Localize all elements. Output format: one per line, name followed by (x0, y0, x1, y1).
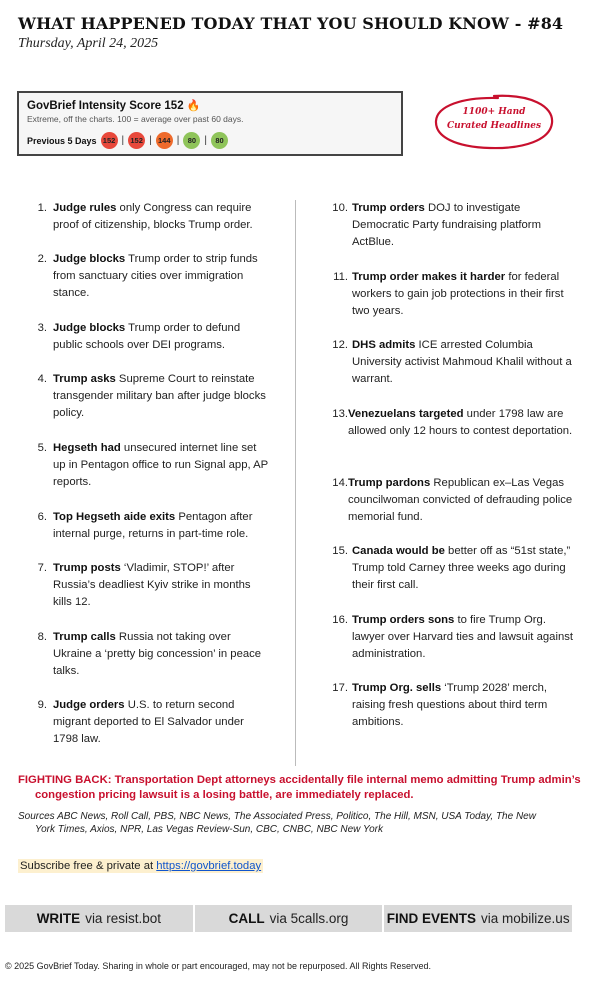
headline-lead: Trump posts (53, 562, 121, 574)
headline-text (53, 560, 272, 611)
headline-text (53, 200, 272, 234)
headline-body: ‘Trump 2028’ merch, raising fresh questions about third term ambitions. (352, 682, 548, 728)
headline-item (328, 475, 578, 526)
headline-lead: Trump asks (53, 373, 116, 385)
headline-item (328, 543, 578, 594)
headline-text (53, 697, 272, 748)
headline-body: ICE arrested Columbia University activist Mahmoud Khalil without a warrant. (352, 339, 572, 385)
headline-number: 14. (332, 477, 348, 489)
headline-body: Russia not taking over Ukraine a ‘pretty big concession’ in peace talks. (53, 631, 262, 677)
headline-item (328, 680, 578, 731)
headline-number: 12. (332, 339, 348, 351)
headline-number: 13. (332, 408, 348, 420)
headline-number: 6. (37, 511, 47, 523)
headline-item (30, 560, 272, 611)
headline-lead: Venezuelans targeted (348, 408, 464, 420)
headline-lead: Hegseth had (53, 442, 121, 454)
headline-item (30, 697, 272, 748)
headline-body: Pentagon after internal purge, returns in part-time role. (53, 511, 253, 540)
headline-number: 15. (332, 545, 348, 557)
headline-item (30, 509, 272, 543)
headline-number: 2. (37, 253, 47, 265)
flame-icon: 🔥 (186, 100, 201, 112)
headline-text (53, 251, 272, 302)
headline-text (53, 509, 272, 543)
find-events-action-button[interactable] (384, 905, 572, 932)
score-badge-day-5: 80 (211, 132, 228, 149)
headline-body: to fire Trump Org. lawyer over Harvard ties and lawsuit against administration. (352, 614, 574, 660)
headline-item (30, 320, 272, 354)
sources-label: Sources (18, 811, 55, 822)
find-events-action-target: via mobilize.us (481, 911, 570, 926)
headline-number: 16. (332, 614, 348, 626)
fighting-back-callout (18, 773, 590, 803)
headline-lead: DHS admits (352, 339, 416, 351)
intensity-score-panel (17, 91, 403, 156)
headline-text (348, 543, 578, 594)
action-bar (5, 905, 572, 932)
headline-body: DOJ to investigate Democratic Party fundraising platform ActBlue. (352, 202, 541, 248)
headline-lead: Canada would be (352, 545, 445, 557)
sources-line-2: York Times, Axios, NPR, Las Vegas Review-Sun, CBC, CNBC, NBC New York (35, 823, 383, 835)
sources-list (18, 811, 578, 836)
headline-text (348, 406, 578, 440)
sources-line-1 (18, 811, 578, 824)
call-action-target: via 5calls.org (269, 911, 349, 926)
score-badge-day-1: 152 (101, 132, 118, 149)
stamp-line-1: 1100+ Hand (462, 107, 526, 117)
previous-days-row (27, 132, 393, 149)
headline-number: 8. (37, 631, 47, 643)
headline-item (30, 371, 272, 422)
headline-item (30, 629, 272, 680)
headline-number: 9. (37, 699, 47, 711)
headline-text (348, 680, 578, 731)
headline-text (348, 475, 578, 526)
headline-item (30, 200, 272, 234)
headline-text (348, 200, 578, 251)
score-badge-day-3: 144 (156, 132, 173, 149)
headline-number: 5. (37, 442, 47, 454)
column-divider (295, 200, 296, 766)
write-action-target: via resist.bot (85, 911, 161, 926)
intensity-score-description: Extreme, off the charts. 100 = average over past 60 days. (27, 114, 244, 124)
headline-number: 4. (37, 373, 47, 385)
headline-text (348, 269, 578, 320)
headline-number: 7. (37, 562, 47, 574)
call-action-verb: CALL (228, 911, 265, 926)
headline-body: ‘Vladimir, STOP!’ after Russia’s deadliest Kyiv strike in months kills 12. (53, 562, 251, 608)
headline-lead: Trump pardons (348, 477, 431, 489)
headline-item (328, 612, 578, 663)
headline-lead: Judge rules (53, 202, 117, 214)
newsletter-title: WHAT HAPPENED TODAY THAT YOU SHOULD KNOW - #84 (18, 14, 564, 33)
headline-text (53, 629, 272, 680)
headline-item (328, 406, 578, 440)
headline-text (348, 612, 578, 663)
headline-body: U.S. to return second migrant deported to El Salvador under 1798 law. (53, 699, 244, 745)
copyright-footer: © 2025 GovBrief Today. Sharing in whole or part encouraged, may not be repurposed. All Rights Reserved. (5, 961, 432, 971)
hand-curated-stamp (432, 92, 556, 152)
headline-body: Trump order to strip funds from sanctuary cities over immigration stance. (53, 253, 258, 299)
headline-text (53, 440, 272, 491)
headline-text (53, 320, 272, 354)
write-action-verb: WRITE (36, 911, 81, 926)
headline-item (30, 251, 272, 302)
headline-body: Trump order to defund public schools over DEI programs. (53, 322, 241, 351)
headline-number: 11. (333, 271, 348, 283)
headline-item (30, 440, 272, 491)
headline-text (348, 337, 578, 388)
previous-days-label: Previous 5 Days (27, 135, 97, 146)
headline-item (328, 337, 578, 388)
subscribe-banner (18, 859, 263, 873)
headline-lead: Trump order makes it harder (352, 271, 506, 283)
headline-body: only Congress can require proof of citizenship, blocks Trump order. (53, 202, 253, 231)
headline-number: 17. (332, 682, 348, 694)
headline-item (328, 200, 578, 251)
headline-lead: Top Hegseth aide exits (53, 511, 176, 523)
headline-lead: Trump orders (352, 202, 425, 214)
separator: | (121, 135, 125, 146)
headline-item (328, 269, 578, 320)
newsletter-date: Thursday, April 24, 2025 (18, 36, 159, 51)
separator: | (149, 135, 152, 146)
headline-body: Republican ex–Las Vegas councilwoman convicted of defrauding police memorial fund. (348, 477, 573, 523)
headline-body: Supreme Court to reinstate transgender military ban after judge blocks policy. (53, 373, 266, 419)
headline-lead: Trump Org. sells (352, 682, 442, 694)
headline-number: 10. (332, 202, 348, 214)
headline-lead: Trump calls (53, 631, 116, 643)
sources-text: ABC News, Roll Call, PBS, NBC News, The Associated Press, Politico, The Hill, MSN, USA Today, The New (54, 811, 536, 822)
headline-number: 3. (37, 322, 47, 334)
call-action-button[interactable] (195, 905, 385, 932)
stamp-line-2: Curated Headlines (446, 121, 542, 131)
subscribe-link[interactable]: https://govbrief.today (156, 860, 262, 872)
headline-body: unsecured internet line set up in Pentagon office to run Signal app, AP reports. (53, 442, 269, 488)
headline-lead: Judge blocks (53, 322, 126, 334)
headline-lead: Trump orders sons (352, 614, 455, 626)
fighting-back-line-1: FIGHTING BACK: Transportation Dept attorneys accidentally file internal memo admitting Trump admin’s (18, 774, 581, 786)
write-action-button[interactable] (5, 905, 195, 932)
intensity-score-label: GovBrief Intensity Score 152 (27, 100, 184, 112)
headline-lead: Judge orders (53, 699, 125, 711)
find-events-action-verb: FIND EVENTS (386, 911, 477, 926)
headline-text (53, 371, 272, 422)
intensity-score-title (27, 99, 393, 112)
separator: | (176, 135, 180, 146)
headline-body: for federal workers to gain job protections in their first two years. (352, 271, 564, 317)
score-badge-day-2: 152 (128, 132, 145, 149)
separator: | (204, 135, 207, 146)
headline-body: under 1798 law are allowed only 12 hours to contest deportation. (348, 408, 573, 437)
fighting-back-line-2: congestion pricing lawsuit is a losing battle, are immediately replaced. (35, 789, 414, 801)
headline-number: 1. (37, 202, 47, 214)
headline-body: better off as “51st state,” Trump told Carney three weeks ago during their first call. (352, 545, 571, 591)
subscribe-text: Subscribe free & private at (20, 860, 157, 872)
headline-lead: Judge blocks (53, 253, 126, 265)
score-badge-day-4: 80 (183, 132, 200, 149)
